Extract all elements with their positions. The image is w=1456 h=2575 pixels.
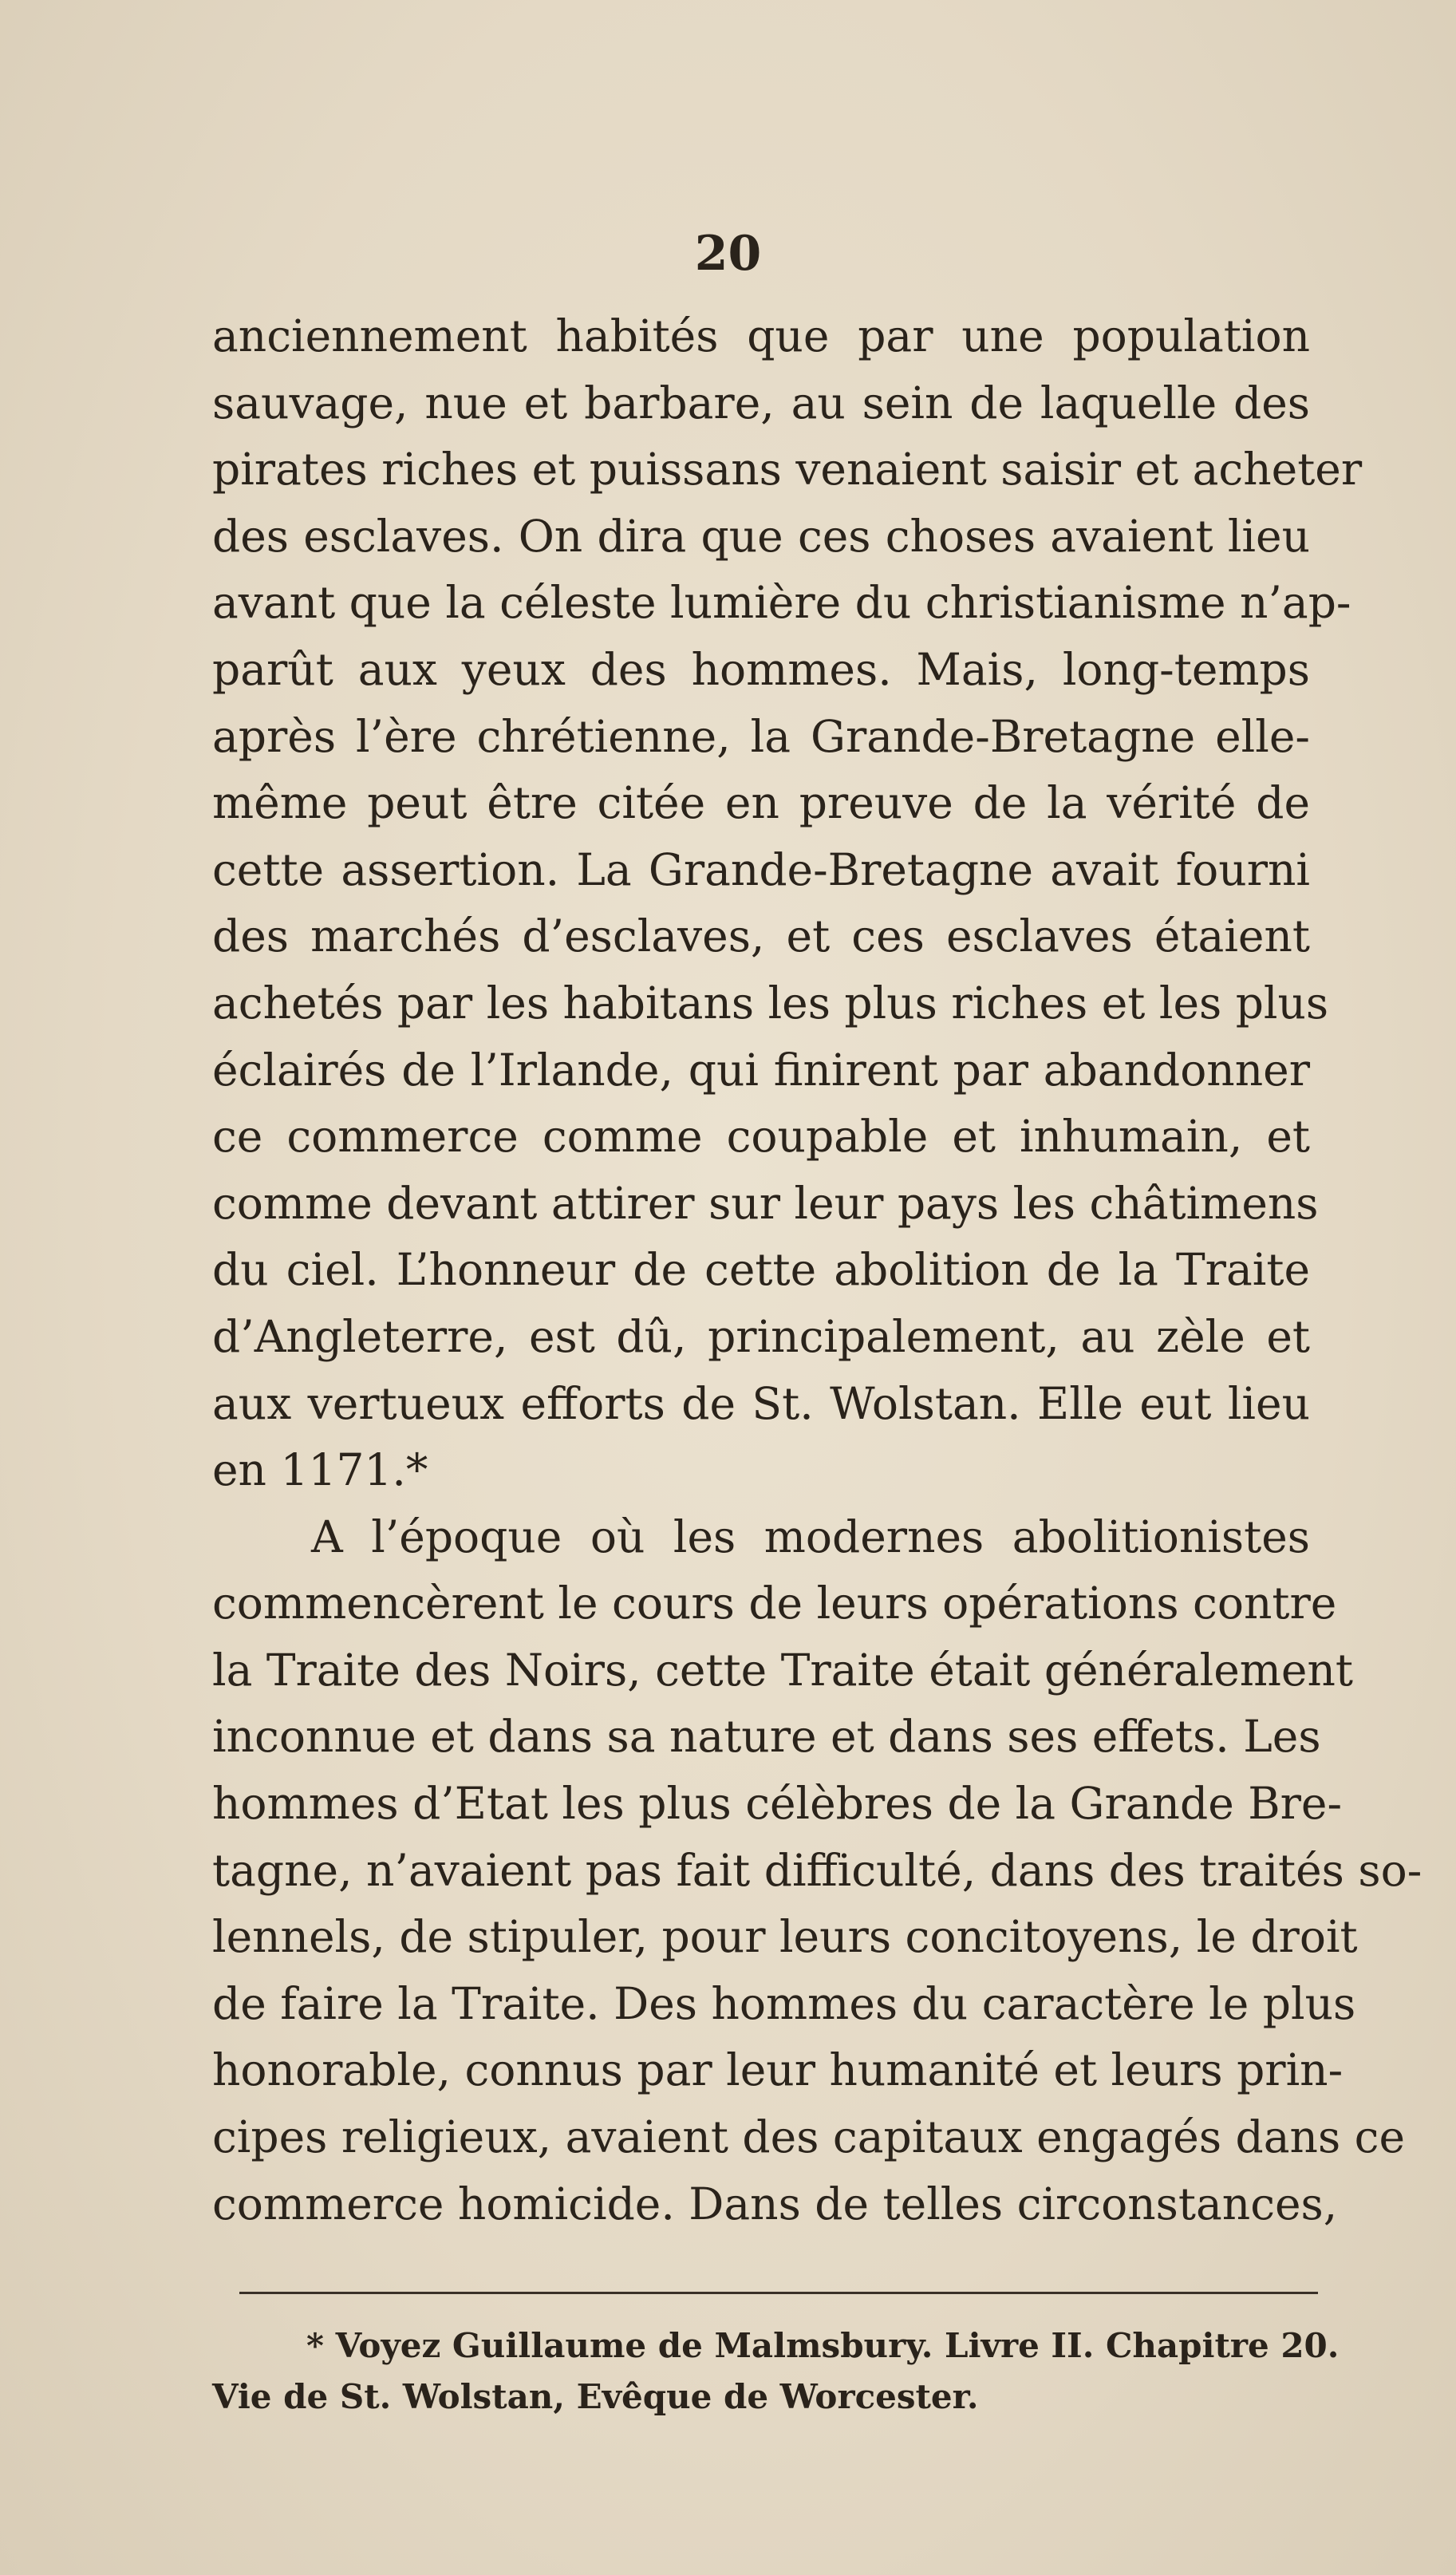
text-line: hommes d’Etat les plus célèbres de la Grande Bre- [212,1778,1343,1830]
text-line: tagne, n’avaient pas fait difficulté, dans des traités so- [212,1844,1422,1896]
page-number: 20 [694,226,762,282]
text-line: A l’époque où les modernes abolitionistes [311,1511,1310,1562]
text-line: inconnue et dans sa nature et dans ses effets. Les [212,1711,1321,1763]
text-line: après l’ère chrétienne, la Grande-Bretagne elle- [212,710,1310,762]
text-line: pirates riches et puissans venaient saisir et acheter [212,444,1363,496]
text-line: des esclaves. On dira que ces choses avaient lieu [212,510,1310,562]
text-line: commerce homicide. Dans de telles circonstances, [212,2178,1338,2229]
text-line: lennels, de stipuler, pour leurs concitoyens, le droit [212,1911,1358,1963]
text-line: du ciel. L’honneur de cette abolition de la Traite [212,1244,1310,1296]
text-line: d’Angleterre, est dû, principalement, au zèle et [212,1310,1310,1362]
text-line: parût aux yeux des hommes. Mais, long-temps [212,643,1310,695]
text-line: achetés par les habitans les plus riches et les plus [212,977,1329,1029]
text-line: aux vertueux efforts de St. Wolstan. Elle eut lieu [212,1377,1310,1429]
text-line: même peut être citée en preuve de la vérité de [212,777,1310,829]
text-line: honorable, connus par leur humanité et leurs prin- [212,2044,1344,2096]
text-line: ce commerce comme coupable et inhumain, et [212,1111,1310,1163]
text-line: commencèrent le cours de leurs opérations contre [212,1578,1337,1629]
text-line: éclairés de l’Irlande, qui finirent par abandonner [212,1044,1310,1096]
text-line: cipes religieux, avaient des capitaux engagés dans ce [212,2111,1406,2163]
text-line: cette assertion. La Grande-Bretagne avait fourni [212,843,1310,895]
text-line: anciennement habités que par une population [212,310,1310,361]
footnote-divider [239,2292,1318,2294]
text-line: sauvage, nue et barbare, au sein de laquelle des [212,377,1310,429]
text-line: comme devant attirer sur leur pays les châtimens [212,1177,1319,1229]
footnotes [212,2320,1345,2423]
text-line: en 1171.* [212,1444,428,1496]
footnote-line: * Voyez Guillaume de Malmsbury. Livre II. Chapitre 20. [306,2326,1340,2365]
footnote-line: Vie de St. Wolstan, Evêque de Worcester. [212,2377,979,2416]
text-line: de faire la Traite. Des hommes du caractère le plus [212,1977,1356,2029]
body-text [212,303,1422,2237]
text-line: avant que la céleste lumière du christianisme n’ap- [212,577,1351,629]
text-line: des marchés d’esclaves, et ces esclaves étaient [212,910,1310,962]
text-line: la Traite des Noirs, cette Traite était généralement [212,1644,1353,1696]
